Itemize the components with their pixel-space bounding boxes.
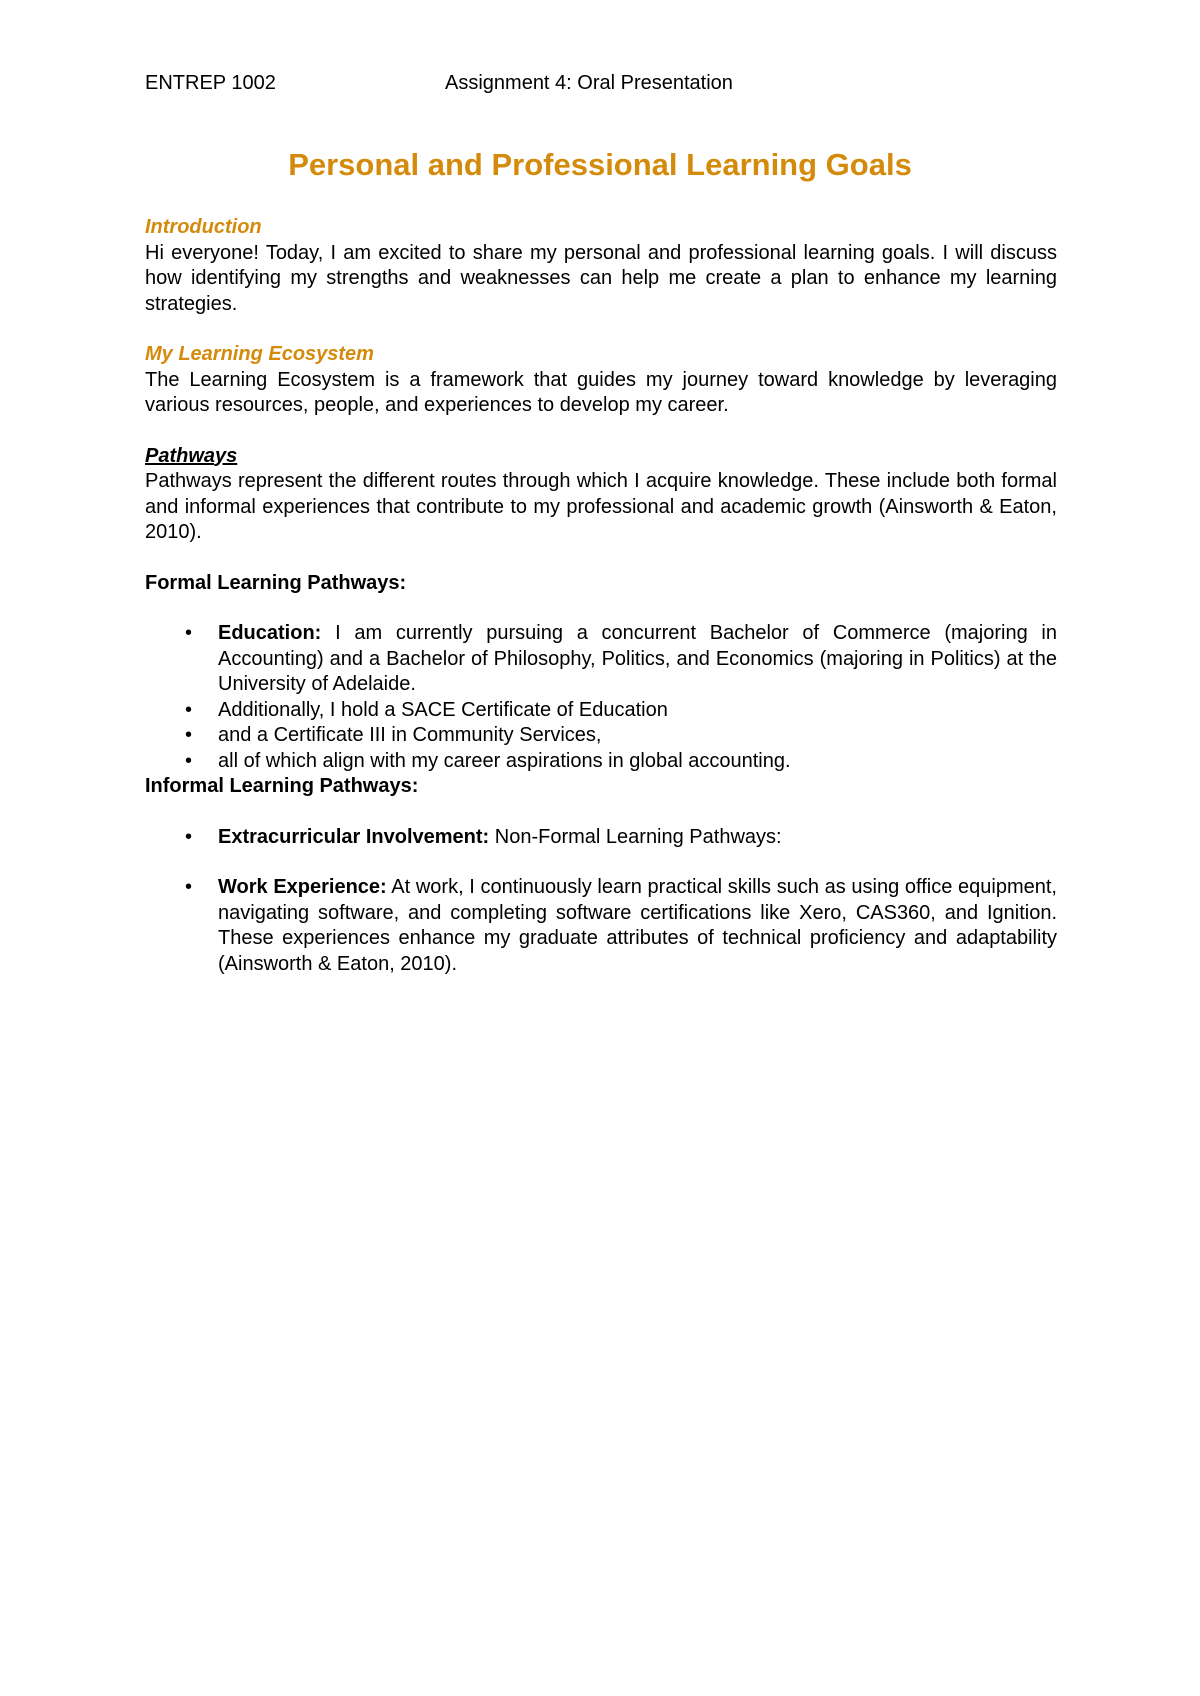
introduction-heading: Introduction xyxy=(145,216,262,238)
assignment-title: Assignment 4: Oral Presentation xyxy=(445,72,733,94)
bullet-icon: • xyxy=(185,825,193,848)
list-item xyxy=(145,875,1057,977)
ecosystem-text: The Learning Ecosystem is a framework that guides my journey toward knowledge by leveraging various resources, people, and experiences to develop my career. xyxy=(145,368,1057,416)
document-title: Personal and Professional Learning Goals xyxy=(288,147,912,182)
ecosystem-heading: My Learning Ecosystem xyxy=(145,343,374,365)
item-text: Additionally, I hold a SACE Certificate of Education xyxy=(218,698,668,721)
item-label: Education: xyxy=(218,622,322,644)
formal-pathways-list xyxy=(145,621,1057,774)
pathways-text: Pathways represent the different routes through which I acquire knowledge. These include both formal and informal experiences that contribute to my professional and academic growth (Ainsworth & Eaton, 2010). xyxy=(145,470,1057,543)
formal-pathways-heading: Formal Learning Pathways: xyxy=(145,571,407,594)
informal-pathways-heading: Informal Learning Pathways: xyxy=(145,775,419,797)
list-item xyxy=(145,723,1057,749)
item-label: Work Experience: xyxy=(218,876,387,898)
item-text: I am currently pursuing a concurrent Bachelor of Commerce (majoring in Accounting) and a Bachelor of Philosophy, Politics, and Economics (majoring in Politics) at the University of Adelaide. xyxy=(218,622,1057,695)
bullet-icon: • xyxy=(185,698,193,721)
bullet-icon: • xyxy=(185,622,193,644)
informal-pathways-list xyxy=(145,825,1057,978)
item-text: all of which align with my career aspirations in global accounting. xyxy=(218,749,791,772)
bullet-icon: • xyxy=(185,749,193,772)
item-label: Extracurricular Involvement: xyxy=(218,825,490,848)
document-body xyxy=(145,215,1057,977)
introduction-text: Hi everyone! Today, I am excited to share my personal and professional learning goals. I will discuss how identifying my strengths and weaknesses can help me create a plan to enhance my learning strategies. xyxy=(145,241,1057,315)
bullet-icon: • xyxy=(185,724,193,746)
pathways-heading: Pathways xyxy=(145,444,238,467)
item-text: Non-Formal Learning Pathways: xyxy=(489,825,782,848)
list-item xyxy=(145,825,1057,851)
course-code: ENTREP 1002 xyxy=(145,72,276,94)
item-text: At work, I continuously learn practical skills such as using office equipment, navigating software, and completing software certifications like Xero, CAS360, and Ignition. These experiences enhance my graduate attributes of technical proficiency and adaptability (Ainsworth & Eaton, 2010). xyxy=(218,876,1057,975)
list-item xyxy=(145,749,1057,775)
item-text: and a Certificate III in Community Services, xyxy=(218,724,602,746)
list-item xyxy=(145,621,1057,698)
bullet-icon: • xyxy=(185,876,193,898)
list-item xyxy=(145,698,1057,724)
